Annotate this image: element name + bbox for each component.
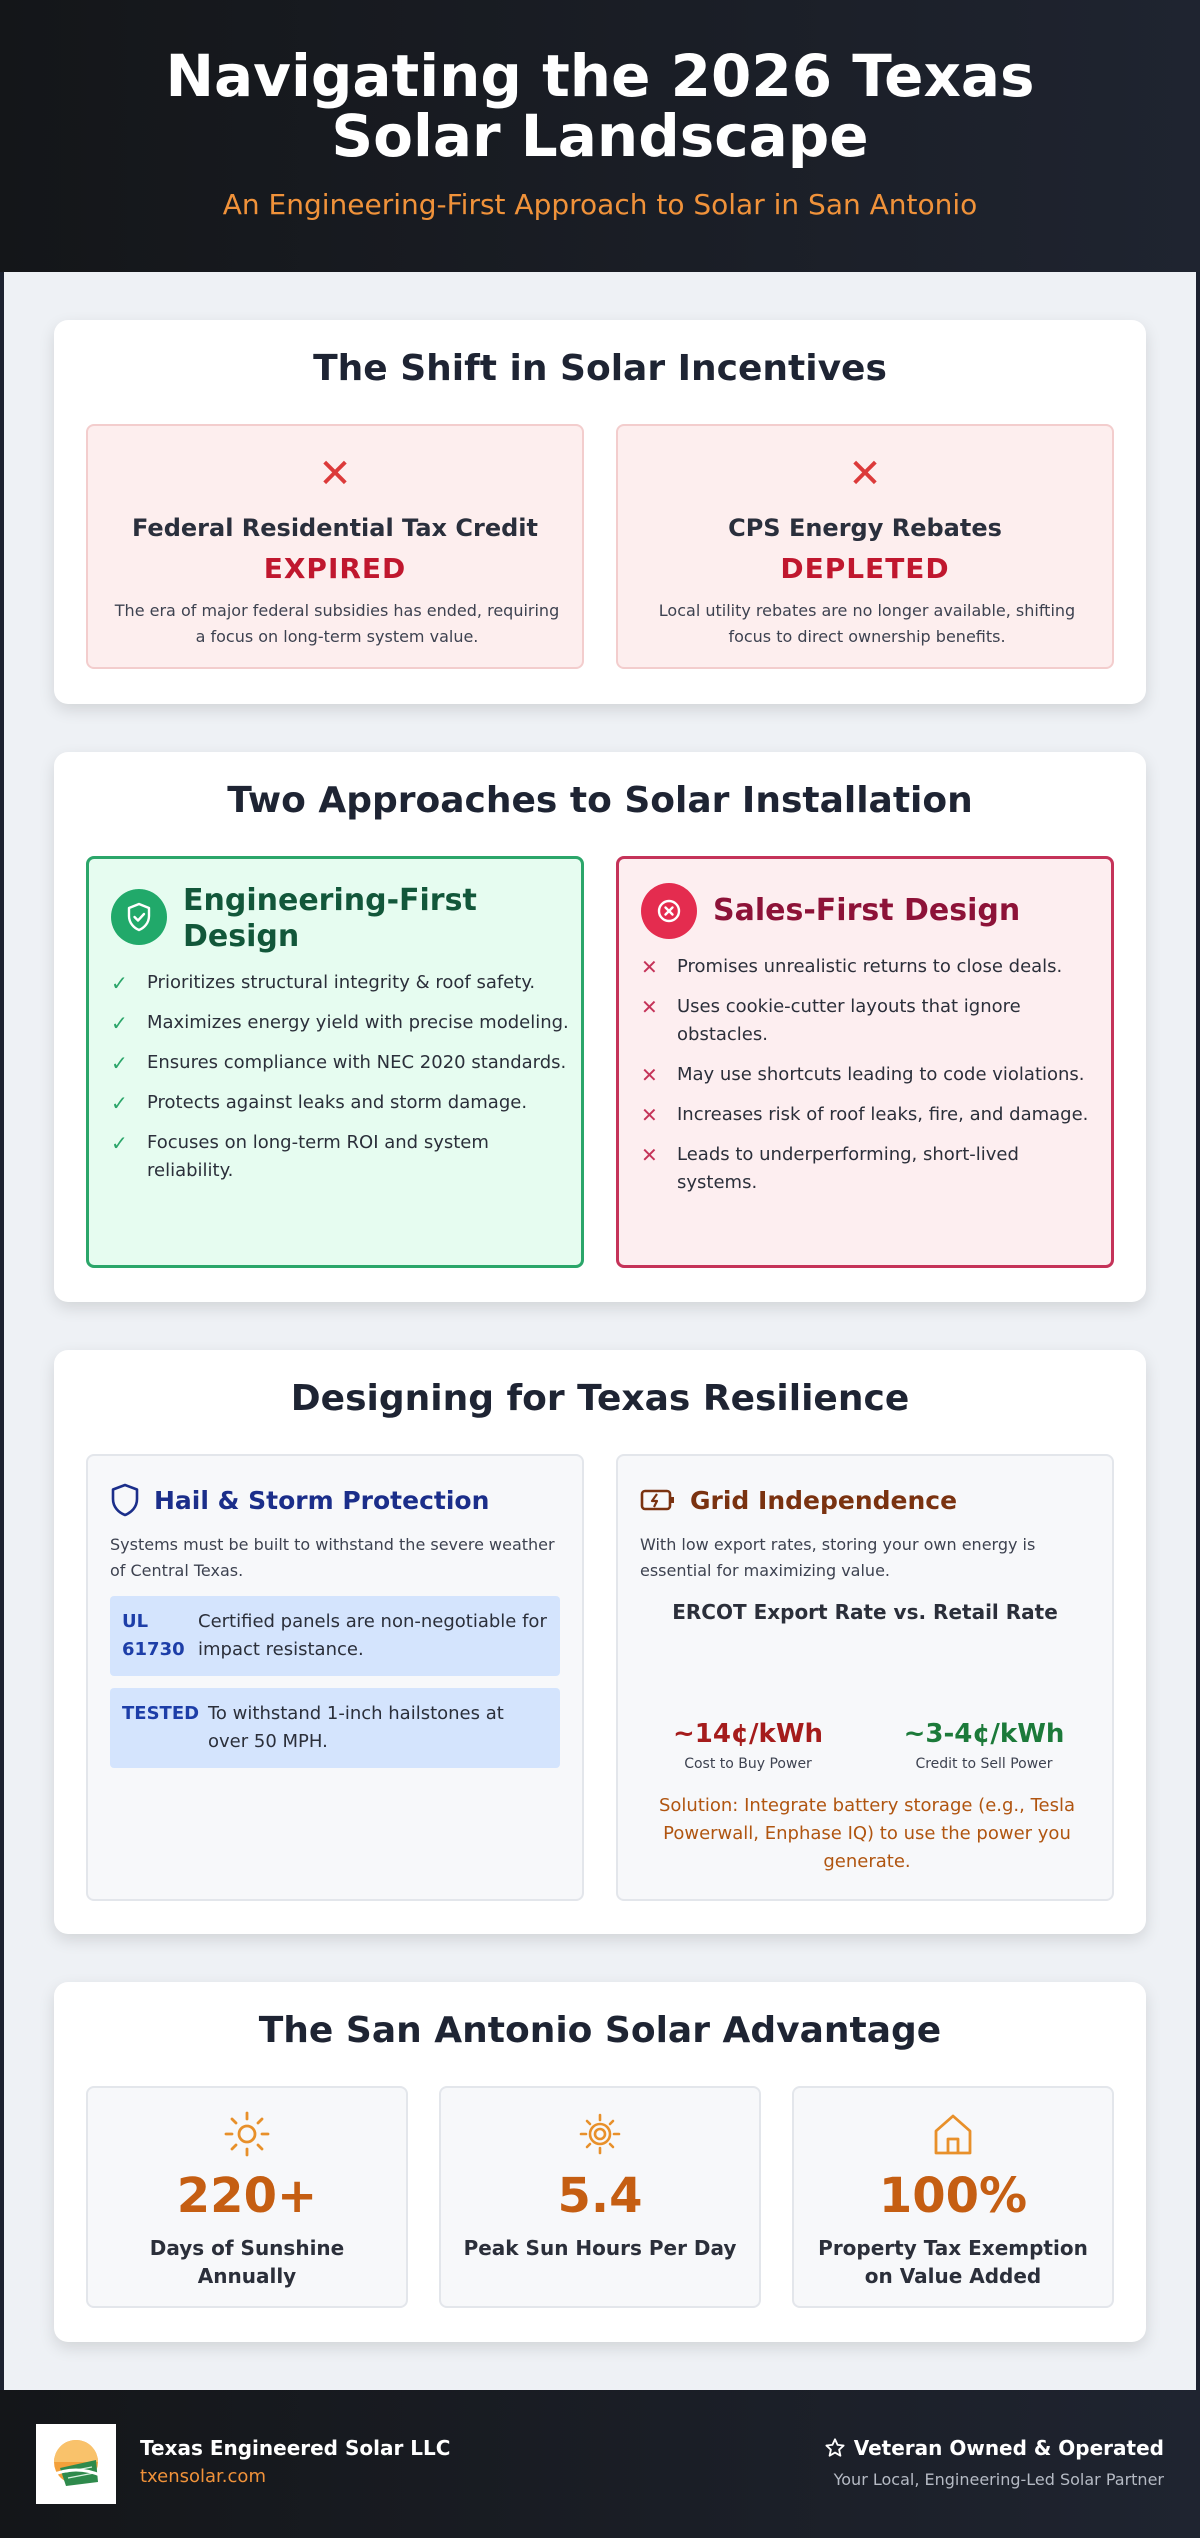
list-item: ✕ Leads to underperforming, short-lived systems. xyxy=(641,1143,1019,1193)
check-icon: ✓ xyxy=(111,971,128,995)
incentive-title: CPS Energy Rebates xyxy=(728,514,1002,542)
cert-tested xyxy=(110,1688,560,1768)
x-icon: ✕ xyxy=(318,451,352,497)
list-item: ✓ Ensures compliance with NEC 2020 standards. xyxy=(111,1051,567,1075)
cert-text: Certified panels are non-negotiable for impact resistance. xyxy=(198,1611,547,1660)
company-url[interactable]: txensolar.com xyxy=(140,2466,266,2487)
stat-label: Days of Sunshine Annually xyxy=(149,2236,345,2288)
veteran-badge xyxy=(824,2436,1164,2460)
incentive-card-federal xyxy=(86,424,584,669)
sell-rate xyxy=(874,1718,1094,1772)
rate-comparison-title: ERCOT Export Rate vs. Retail Rate xyxy=(672,1600,1058,1624)
x-icon: ✕ xyxy=(641,1143,658,1167)
sell-rate-label: Credit to Sell Power xyxy=(915,1756,1053,1772)
star-icon xyxy=(824,2437,846,2459)
stat-value: 220+ xyxy=(176,2168,318,2224)
list-item: ✓ Protects against leaks and storm damage. xyxy=(111,1091,528,1115)
list-item: ✕ Uses cookie-cutter layouts that ignore obstacles. xyxy=(641,995,1021,1045)
hail-protection-title: Hail & Storm Protection xyxy=(154,1485,490,1515)
page-footer xyxy=(0,2390,1200,2538)
check-icon: ✓ xyxy=(111,1091,128,1115)
veteran-badge-text: Veteran Owned & Operated xyxy=(853,2436,1164,2460)
battery-solution-text: Solution: Integrate battery storage (e.g., Tesla Powerwall, Enphase IQ) to use the power you generate. xyxy=(658,1795,1076,1872)
incentive-description: The era of major federal subsidies has ended, requiring a focus on long-term system value. xyxy=(114,601,560,646)
battery-icon xyxy=(640,1487,676,1513)
cert-text: To withstand 1-inch hailstones at over 50 MPH. xyxy=(208,1703,504,1752)
resilience-title: Designing for Texas Resilience xyxy=(290,1378,910,1419)
home-icon xyxy=(794,2110,1112,2158)
buy-rate-label: Cost to Buy Power xyxy=(684,1756,812,1772)
stat-value: 5.4 xyxy=(557,2168,643,2224)
list-item: ✕ Promises unrealistic returns to close deals. xyxy=(641,955,1063,979)
grid-independence-heading xyxy=(640,1482,957,1518)
shield-check-icon xyxy=(111,889,167,945)
list-item: ✓ Maximizes energy yield with precise modeling. xyxy=(111,1011,569,1035)
company-name: Texas Engineered Solar LLC xyxy=(140,2436,451,2460)
x-icon: ✕ xyxy=(641,995,658,1019)
cert-ul61730 xyxy=(110,1596,560,1676)
x-icon: ✕ xyxy=(848,451,882,497)
x-icon: ✕ xyxy=(641,1063,658,1087)
sell-rate-value: ~3-4¢/kWh xyxy=(903,1719,1065,1749)
incentive-title: Federal Residential Tax Credit xyxy=(132,514,538,542)
incentives-section xyxy=(54,320,1146,704)
approaches-title: Two Approaches to Solar Installation xyxy=(227,780,973,821)
page-subtitle: An Engineering-First Approach to Solar in San Antonio xyxy=(222,188,978,221)
list-item: ✓ Focuses on long-term ROI and system reliability. xyxy=(111,1131,489,1181)
sun-icon xyxy=(88,2110,406,2158)
incentive-status: DEPLETED xyxy=(780,552,950,585)
x-icon: ✕ xyxy=(641,1103,658,1127)
check-icon: ✓ xyxy=(111,1011,128,1035)
stat-card-tax-exemption xyxy=(792,2086,1114,2308)
stat-card-sunshine xyxy=(86,2086,408,2308)
shield-icon xyxy=(110,1483,140,1517)
cert-tag: UL 61730 xyxy=(122,1611,185,1660)
incentive-status: EXPIRED xyxy=(263,552,407,585)
buy-rate-value: ~14¢/kWh xyxy=(672,1719,824,1749)
hail-protection-description: Systems must be built to withstand the severe weather of Central Texas. xyxy=(110,1535,555,1580)
sales-points-list xyxy=(641,953,1101,1209)
advantage-title: The San Antonio Solar Advantage xyxy=(258,2010,942,2051)
circle-x-icon xyxy=(641,883,697,939)
grid-independence-title: Grid Independence xyxy=(690,1485,958,1515)
page-header xyxy=(0,0,1200,272)
approaches-section xyxy=(54,752,1146,1302)
stat-label: Peak Sun Hours Per Day xyxy=(463,2236,737,2260)
list-item: ✕ May use shortcuts leading to code violations. xyxy=(641,1063,1085,1087)
stat-label: Property Tax Exemption on Value Added xyxy=(818,2236,1088,2288)
engineering-points-list xyxy=(111,969,571,1197)
page-title: Navigating the 2026 Texas Solar Landscape xyxy=(165,42,1035,170)
advantage-section xyxy=(54,1982,1146,2342)
buy-rate xyxy=(638,1718,858,1772)
company-tagline: Your Local, Engineering-Led Solar Partner xyxy=(833,2470,1164,2489)
sun-target-icon xyxy=(441,2110,759,2158)
incentives-title: The Shift in Solar Incentives xyxy=(313,348,887,389)
sales-first-card xyxy=(616,856,1114,1268)
engineering-first-title: Engineering-First Design xyxy=(183,883,477,954)
check-icon: ✓ xyxy=(111,1131,128,1155)
sales-first-title: Sales-First Design xyxy=(713,893,1021,928)
stat-card-peak-hours xyxy=(439,2086,761,2308)
hail-protection-card xyxy=(86,1454,584,1901)
stat-value: 100% xyxy=(878,2168,1028,2224)
cert-tag: TESTED xyxy=(122,1703,200,1724)
incentive-description: Local utility rebates are no longer available, shifting focus to direct ownership benefits. xyxy=(658,601,1076,646)
list-item: ✓ Prioritizes structural integrity & roof safety. xyxy=(111,971,536,995)
grid-independence-description: With low export rates, storing your own energy is essential for maximizing value. xyxy=(640,1535,1036,1580)
incentive-card-cps xyxy=(616,424,1114,669)
company-logo xyxy=(36,2424,116,2504)
engineering-first-card xyxy=(86,856,584,1268)
list-item: ✕ Increases risk of roof leaks, fire, and damage. xyxy=(641,1103,1089,1127)
hail-protection-heading xyxy=(110,1482,489,1518)
resilience-section xyxy=(54,1350,1146,1934)
check-icon: ✓ xyxy=(111,1051,128,1075)
x-icon: ✕ xyxy=(641,955,658,979)
grid-independence-card xyxy=(616,1454,1114,1901)
